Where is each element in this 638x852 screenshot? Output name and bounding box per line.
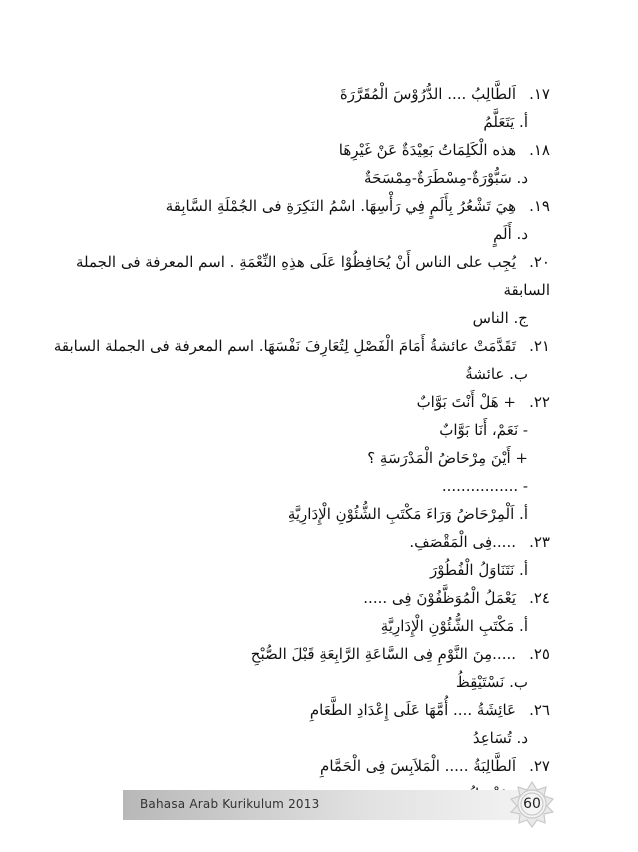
question-text: اَلطَّالِبَةُ ..... الْمَلاَبِسَ فِى الْحَمَّامِ xyxy=(320,757,516,775)
question-text: هذه الْكَلِمَاتُ بَعِيْدَةٌ عَنْ غَيْرِهَا xyxy=(338,141,516,159)
answer-18: د. سَبُّوْرَةٌ-مِسْطَرَةٌ-مِمْسَحَةٌ xyxy=(364,169,528,187)
exercise-list xyxy=(53,80,550,808)
question-text: يَعْمَلُ الْمُوَظَّفُوْنَ فِى ..... xyxy=(363,589,516,607)
question-text: تَقَدَّمَتْ عائشةُ أَمَامَ الْفَصْلِ لِتُعَارِفَ نَفْسَهَا. اسم المعرفة فى الجملة السابقة xyxy=(53,337,516,355)
answer-24: أ. مَكْتَبِ الشُّئُوْنِ الْإِدَارِيَّةِ xyxy=(380,617,528,635)
dialog-line-2: + أَيْنَ مِرْحَاضُ الْمَدْرَسَةِ ؟ xyxy=(367,449,528,467)
question-19: ١٩.هِيَ تَشْعُرُ بِأَلَمٍ فِي رَأْسِهَا. اسْمُ النَكِرَةِ فى الجُمْلَةِ السَّابِقة xyxy=(165,197,550,215)
answer-21: ب. عائشةُ xyxy=(465,365,528,383)
answer-17: أ. يَتَعَلَّمُ xyxy=(483,113,528,131)
question-text: .....مِنَ النَّوْمِ فِى السَّاعَةِ الرَّابِعَةِ قَبْلَ الصُّبْحِ xyxy=(250,645,516,663)
question-25: ٢٥......مِنَ النَّوْمِ فِى السَّاعَةِ الرَّابِعَةِ قَبْلَ الصُّبْحِ xyxy=(250,645,550,663)
question-20: ٢٠.يُجِب على الناس أَنْ يُحَافِظُوْا عَلَى هذِهِ النِّعْمَةِ . اسم المعرفة فى الجملة xyxy=(75,253,550,271)
question-text: عَائِشَةُ .... أُمَّهَا عَلَى إِعْدَادِ الطَّعَامِ xyxy=(309,701,516,719)
answer-23: أ. نَتَنَاوَلُ الْفُطُوْرَ xyxy=(429,561,528,579)
page-number: 60 xyxy=(523,796,541,812)
answer-19: د. أَلَمٍ xyxy=(493,225,528,243)
question-text: هِيَ تَشْعُرُ بِأَلَمٍ فِي رَأْسِهَا. اسْمُ النَكِرَةِ فى الجُمْلَةِ السَّابِقة xyxy=(165,197,516,215)
question-21: ٢١.تَقَدَّمَتْ عائشةُ أَمَامَ الْفَصْلِ لِتُعَارِفَ نَفْسَهَا. اسم المعرفة فى الجملة السابقة xyxy=(53,337,550,355)
answer-20: ج. الناس xyxy=(472,309,528,327)
question-20-continuation: السابقة xyxy=(503,281,550,299)
dialog-line-3: - ................ xyxy=(441,477,528,495)
question-text: يُجِب على الناس أَنْ يُحَافِظُوْا عَلَى هذِهِ النِّعْمَةِ . اسم المعرفة فى الجملة xyxy=(75,253,516,271)
question-18: ١٨.هذه الْكَلِمَاتُ بَعِيْدَةٌ عَنْ غَيْرِهَا xyxy=(338,141,550,159)
answer-26: د. تُسَاعِدُ xyxy=(472,729,528,747)
question-24: ٢٤.يَعْمَلُ الْمُوَظَّفُوْنَ فِى ..... xyxy=(363,589,550,607)
question-23: ٢٣......فِى الْمَقْصَفِ. xyxy=(409,533,550,551)
question-text: .....فِى الْمَقْصَفِ. xyxy=(409,533,516,551)
answer-25: ب. نَسْتَيْقِظُ xyxy=(455,673,528,691)
question-27: ٢٧.اَلطَّالِبَةُ ..... الْمَلاَبِسَ فِى الْحَمَّامِ xyxy=(320,757,550,775)
dialog-line-1: - نَعَمْ، أَنَا بَوَّابٌ xyxy=(439,421,528,439)
question-text: + هَلْ أَنْتَ بَوَّابٌ xyxy=(416,393,516,411)
question-text: اَلطَّالِبُ .... الدُّرُوْسَ الْمُقَرَّرَةَ xyxy=(339,85,516,103)
footer-title: Bahasa Arab Kurikulum 2013 xyxy=(140,797,320,811)
question-17: ١٧.اَلطَّالِبُ .... الدُّرُوْسَ الْمُقَرَّرَةَ xyxy=(339,85,550,103)
answer-22: أ. اَلْمِرْحَاضُ وَرَاءَ مَكْتَبِ الشُّئُوْنِ الْإِدَارِيَّةِ xyxy=(287,505,528,523)
question-26: ٢٦.عَائِشَةُ .... أُمَّهَا عَلَى إِعْدَادِ الطَّعَامِ xyxy=(309,701,550,719)
question-22: ٢٢.+ هَلْ أَنْتَ بَوَّابٌ xyxy=(416,393,550,411)
